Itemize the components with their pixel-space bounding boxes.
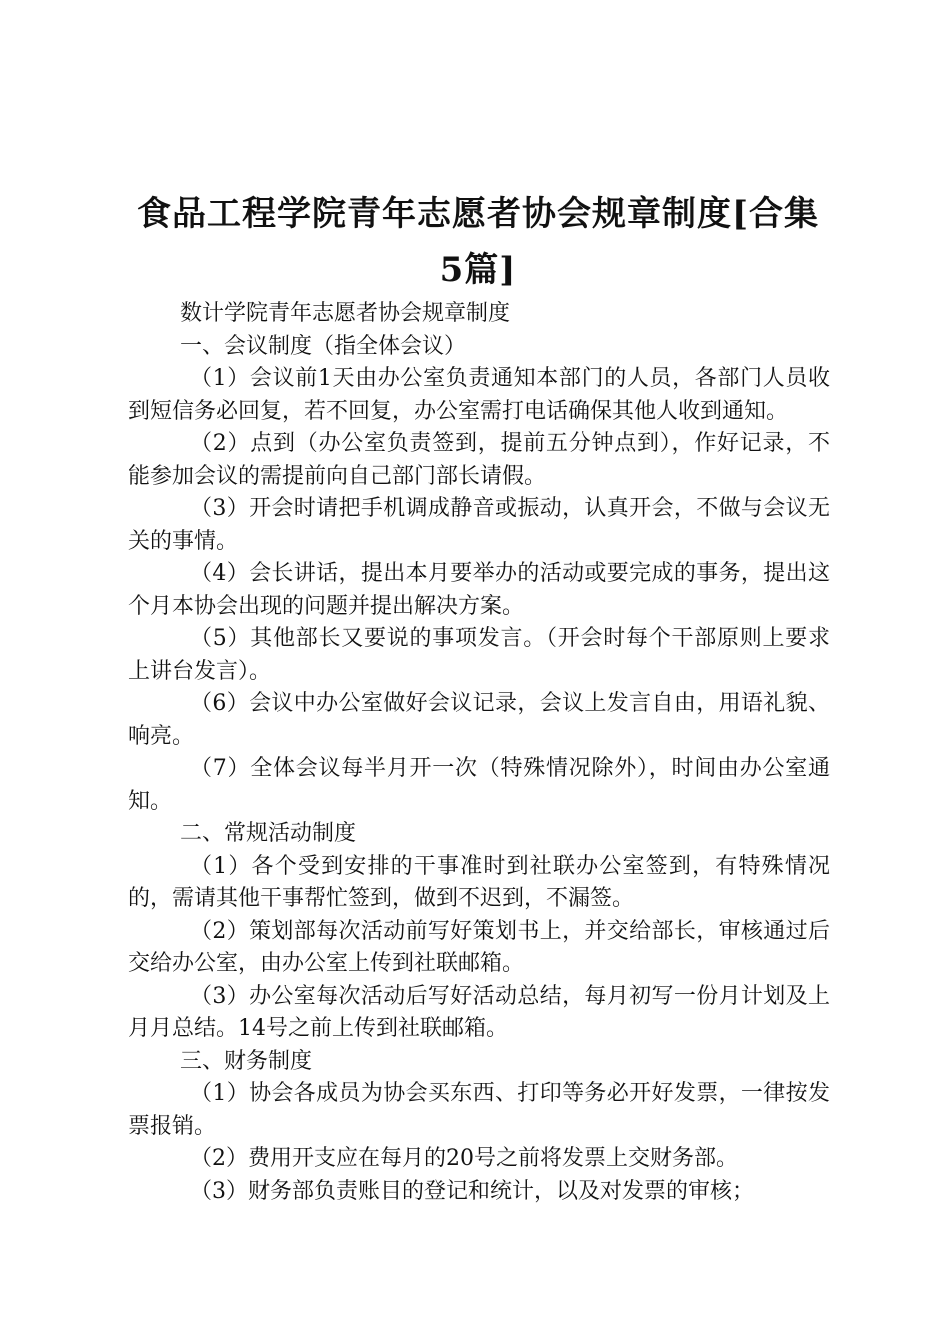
paragraph: （3）财务部负责账目的登记和统计，以及对发票的审核； bbox=[190, 1178, 754, 1204]
section-heading: 一、会议制度（指全体会议） bbox=[180, 333, 467, 359]
paragraph: （1）会议前1天由办公室负责通知本部门的人员，各部门人员收到短信务必回复，若不回复，办公室需打电话确保其他人收到通知。 bbox=[128, 366, 830, 424]
paragraph: （2）点到（办公室负责签到，提前五分钟点到），作好记录，不能参加会议的需提前向自己部门部长请假。 bbox=[128, 431, 830, 489]
document-body bbox=[128, 298, 830, 1208]
section-heading: 三、财务制度 bbox=[180, 1048, 313, 1074]
paragraph: （5）其他部长又要说的事项发言。（开会时每个干部原则上要求上讲台发言）。 bbox=[128, 626, 830, 684]
paragraph: （3）开会时请把手机调成静音或振动，认真开会，不做与会议无关的事情。 bbox=[128, 496, 830, 554]
paragraph: （1）协会各成员为协会买东西、打印等务必开好发票，一律按发票报销。 bbox=[128, 1081, 830, 1139]
title-line-1: 食品工程学院青年志愿者协会规章制度[合集 bbox=[136, 194, 820, 234]
document-title bbox=[128, 186, 828, 298]
title-line-2: 5篇] bbox=[439, 250, 517, 290]
paragraph: （2）策划部每次活动前写好策划书上，并交给部长，审核通过后交给办公室，由办公室上传到社联邮箱。 bbox=[128, 918, 830, 976]
paragraph: （7）全体会议每半月开一次（特殊情况除外），时间由办公室通知。 bbox=[128, 756, 830, 814]
paragraph: （6）会议中办公室做好会议记录，会议上发言自由，用语礼貌、响亮。 bbox=[128, 691, 830, 749]
paragraph: （1）各个受到安排的干事准时到社联办公室签到，有特殊情况的，需请其他干事帮忙签到，做到不迟到，不漏签。 bbox=[128, 853, 830, 911]
section-heading: 数计学院青年志愿者协会规章制度 bbox=[180, 301, 511, 326]
section-heading: 二、常规活动制度 bbox=[180, 821, 357, 846]
paragraph: （3）办公室每次活动后写好活动总结，每月初写一份月计划及上月月总结。14号之前上传到社联邮箱。 bbox=[128, 983, 830, 1041]
paragraph: （4）会长讲话，提出本月要举办的活动或要完成的事务，提出这个月本协会出现的问题并提出解决方案。 bbox=[128, 561, 830, 619]
paragraph: （2）费用开支应在每月的20号之前将发票上交财务部。 bbox=[190, 1146, 738, 1171]
